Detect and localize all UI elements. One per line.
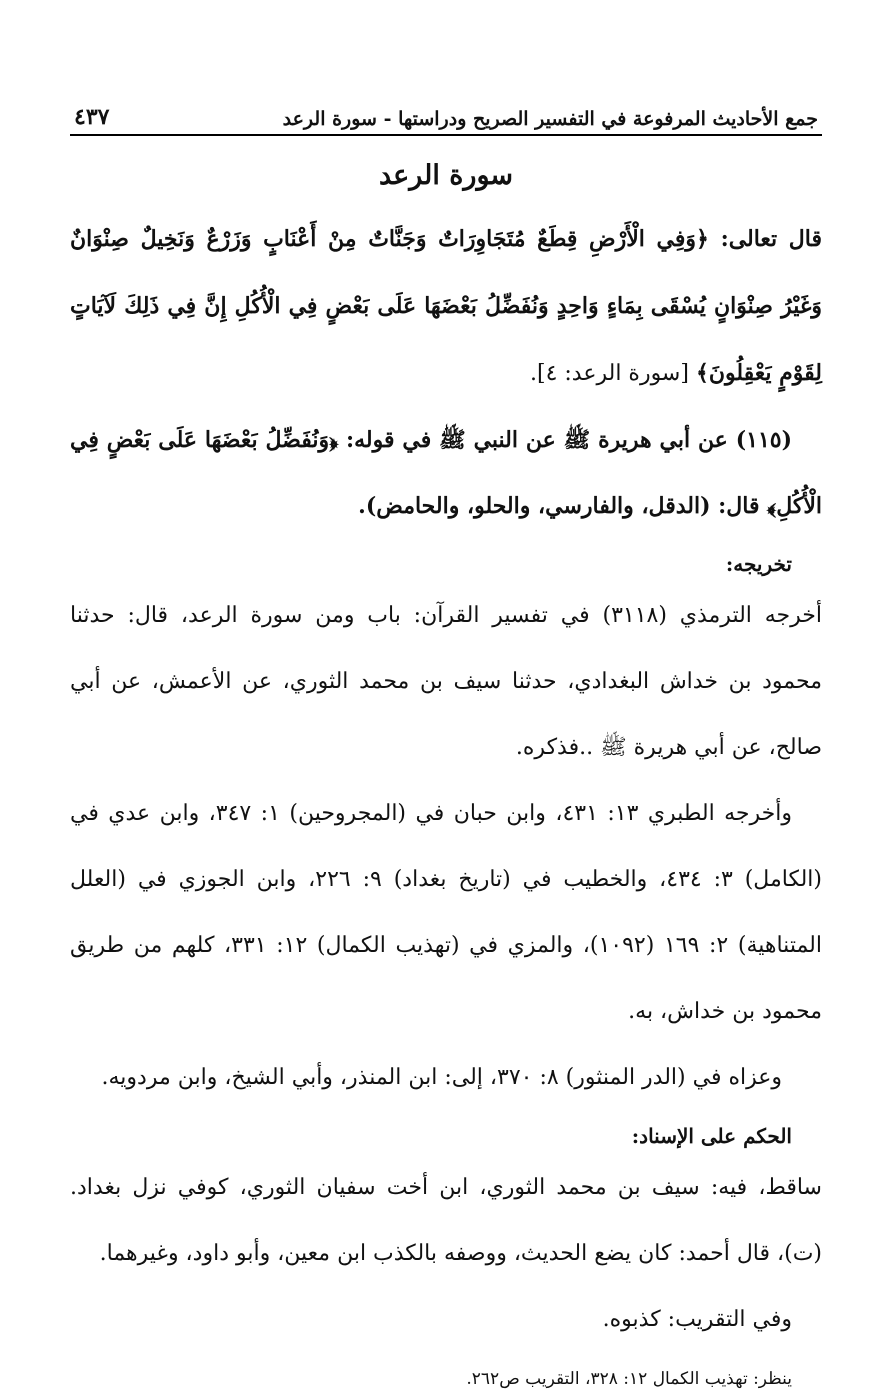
page-number: ٤٣٧ <box>74 104 110 130</box>
ayah-paragraph <box>70 206 822 407</box>
footnote: ينظر: تهذيب الكمال ١٢: ٣٢٨، التقريب ص٢٦٢. <box>466 1369 792 1389</box>
hadith-said: قال: (الدقل، والفارسي، والحلو، والحامض). <box>358 493 768 519</box>
hadith-narration: عن أبي هريرة ﷺ عن النبي ﷺ في قوله: <box>338 427 736 453</box>
takhrij-heading: تخريجه: <box>725 552 792 576</box>
surah-title: سورة الرعد <box>378 160 514 191</box>
running-header <box>70 96 822 136</box>
header-title: جمع الأحاديث المرفوعة في التفسير الصريح ودراستها - سورة الرعد <box>282 108 818 130</box>
ayah-reference: [سورة الرعد: ٤]. <box>529 361 696 386</box>
takhrij-paragraph-2: وأخرجه الطبري ١٣: ٤٣١، وابن حبان في (المجروحين) ١: ٣٤٧، وابن عدي في (الكامل) ٣: ٤٣٤، والخطيب في (تاريخ بغداد) ٩: ٢٢٦، وابن الجوزي في (العلل المتناهية) ٢: ١٦٩ (١٠٩٢)، والمزي في (تهذيب الكمال) ١٢: ٣٣١، كلهم من طريق محمود بن خداش، به. <box>70 801 823 1024</box>
ruling-paragraph-1: ساقط، فيه: سيف بن محمد الثوري، ابن أخت سفيان الثوري، كوفي نزل بغداد. (ت)، قال أحمد: كان يضع الحديث، ووصفه بالكذب ابن معين، وأبو داود، وغيرهما. <box>70 1175 822 1266</box>
hadith-paragraph <box>70 407 822 539</box>
book-page <box>70 96 822 1399</box>
takhrij-paragraph-3: وعزاه في (الدر المنثور) ٨: ٣٧٠، إلى: ابن المنذر، وأبي الشيخ، وابن مردويه. <box>101 1065 782 1090</box>
hadith-quote: ﴿وَنُفَضِّلُ بَعْضَهَا عَلَى بَعْضٍ فِي الْأُكُلِ﴾ <box>70 427 822 519</box>
ruling-heading: الحكم على الإسناد: <box>631 1124 792 1148</box>
hadith-number: (١١٥) <box>735 427 792 453</box>
takhrij-paragraph-1: أخرجه الترمذي (٣١١٨) في تفسير القرآن: باب ومن سورة الرعد، قال: حدثنا محمود بن خداش البغدادي، حدثنا سيف بن محمد الثوري، عن الأعمش، عن أبي صالح، عن أبي هريرة ﷺ ..فذكره. <box>70 603 822 760</box>
ayah-intro: قال تعالى: <box>708 226 823 252</box>
ayah-text: ﴿وَفِي الْأَرْضِ قِطَعٌ مُتَجَاوِرَاتٌ وَجَنَّاتٌ مِنْ أَعْنَابٍ وَزَرْعٌ وَنَخِيلٌ صِنْوَانٌ وَغَيْرُ صِنْوَانٍ يُسْقَى بِمَاءٍ وَاحِدٍ وَنُفَضِّلُ بَعْضَهَا عَلَى بَعْضٍ فِي الْأُكُلِ إِنَّ فِي ذَلِكَ لَآيَاتٍ لِقَوْمٍ يَعْقِلُونَ﴾ <box>70 226 822 386</box>
ruling-paragraph-2: وفي التقريب: كذبوه. <box>602 1307 792 1332</box>
